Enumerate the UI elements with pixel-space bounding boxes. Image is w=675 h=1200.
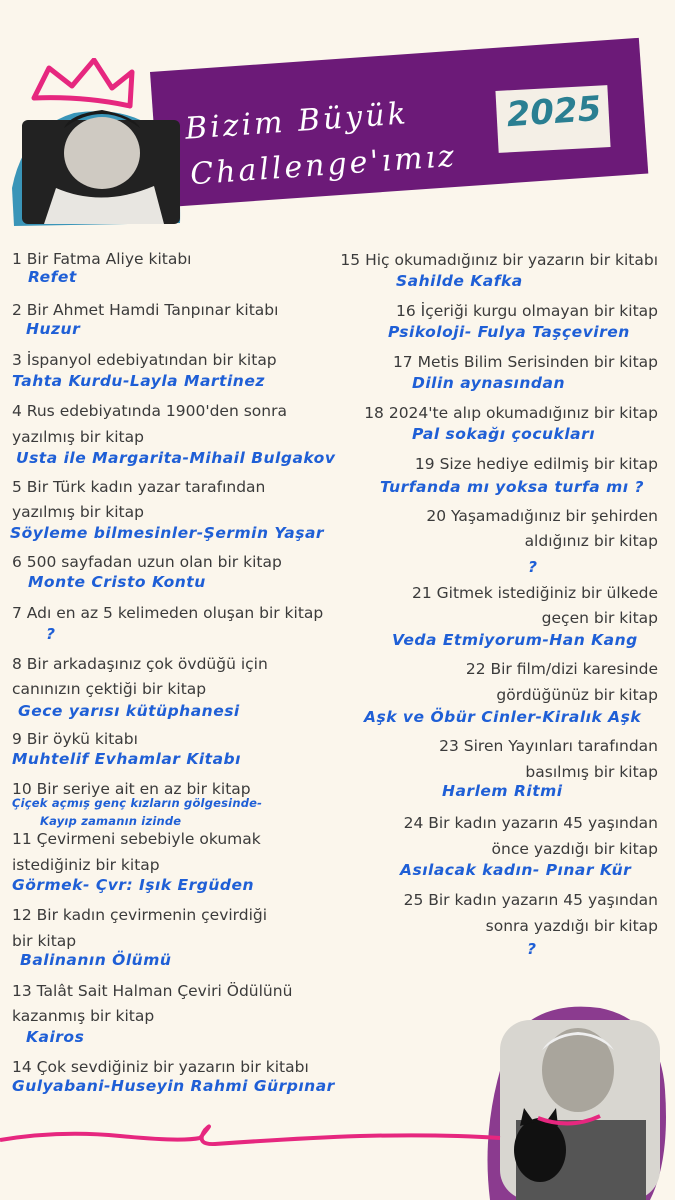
prompt-19: 19 Size hediye edilmiş bir kitap (414, 455, 658, 473)
prompt-20-line-2: aldığınız bir kitap (524, 532, 658, 550)
prompt-10: 10 Bir seriye ait en az bir kitap (12, 780, 251, 798)
answer-14: Gulyabani-Huseyin Rahmi Gürpınar (12, 1077, 335, 1095)
prompt-23-line-1: 23 Siren Yayınları tarafından (439, 737, 658, 755)
prompt-6: 6 500 sayfadan uzun olan bir kitap (12, 553, 282, 571)
answer-20: ? (528, 558, 538, 576)
prompt-22-line-2: gördüğünüz bir kitap (496, 686, 658, 704)
prompt-12-line-2: bir kitap (12, 932, 77, 950)
prompt-18: 18 2024'te alıp okumadığınız bir kitap (364, 404, 658, 422)
prompt-22-line-1: 22 Bir film/dizi karesinde (465, 660, 658, 678)
prompt-25-line-2: sonra yazdığı bir kitap (485, 917, 658, 935)
answer-25: ? (527, 940, 537, 958)
portrait-woman-with-crown (4, 58, 184, 228)
prompt-23-line-2: basılmış bir kitap (525, 763, 658, 781)
prompt-9: 9 Bir öykü kitabı (12, 730, 138, 748)
prompt-4-line-1: 4 Rus edebiyatında 1900'den sonra (12, 402, 287, 420)
prompt-21-line-2: geçen bir kitap (541, 609, 658, 627)
prompt-13-line-2: kazanmış bir kitap (12, 1007, 155, 1025)
prompt-25-line-1: 25 Bir kadın yazarın 45 yaşından (403, 891, 658, 909)
answer-1: Refet (28, 268, 77, 286)
prompt-5-line-1: 5 Bir Türk kadın yazar tarafından (12, 478, 266, 496)
answer-18: Pal sokağı çocukları (412, 425, 596, 443)
prompt-2: 2 Bir Ahmet Hamdi Tanpınar kitabı (12, 301, 279, 319)
prompt-21-line-1: 21 Gitmek istediğiniz bir ülkede (412, 584, 658, 602)
prompt-4-line-2: yazılmış bir kitap (12, 428, 144, 446)
answer-17: Dilin aynasından (412, 374, 565, 392)
answer-15: Sahilde Kafka (396, 272, 523, 290)
answer-11: Görmek- Çvr: Işık Ergüden (12, 876, 255, 894)
prompt-1: 1 Bir Fatma Aliye kitabı (12, 250, 192, 268)
answer-2: Huzur (26, 320, 81, 338)
answer-21: Veda Etmiyorum-Han Kang (392, 631, 638, 649)
prompt-8-line-1: 8 Bir arkadaşınız çok övdüğü için (12, 655, 268, 673)
answer-13: Kairos (26, 1028, 85, 1046)
answer-4: Usta ile Margarita-Mihail Bulgakov (16, 449, 336, 467)
prompt-3: 3 İspanyol edebiyatından bir kitap (12, 351, 277, 369)
prompt-8-line-2: canınızın çektiği bir kitap (12, 680, 207, 698)
prompt-15: 15 Hiç okumadığınız bir yazarın bir kitabı (340, 251, 658, 269)
prompt-5-line-2: yazılmış bir kitap (12, 503, 144, 521)
prompt-17: 17 Metis Bilim Serisinden bir kitap (392, 353, 658, 371)
answer-5: Söyleme bilmesinler-Şermin Yaşar (10, 524, 325, 542)
answer-9: Muhtelif Evhamlar Kitabı (12, 750, 241, 768)
pink-squiggle-line (0, 1100, 520, 1180)
answer-10-line-1: Çiçek açmış genç kızların gölgesinde- (12, 796, 263, 810)
answer-3: Tahta Kurdu-Layla Martinez (12, 372, 265, 390)
answer-8: Gece yarısı kütüphanesi (18, 702, 240, 720)
answer-10-line-2: Kayıp zamanın izinde (40, 814, 182, 828)
prompt-14: 14 Çok sevdiğiniz bir yazarın bir kitabı (12, 1058, 309, 1076)
title-line-1: Bizim Büyük (184, 96, 410, 147)
prompt-11-line-1: 11 Çevirmeni sebebiyle okumak (12, 830, 261, 848)
prompt-24-line-2: önce yazdığı bir kitap (491, 840, 658, 858)
prompt-24-line-1: 24 Bir kadın yazarın 45 yaşından (403, 814, 658, 832)
prompt-20-line-1: 20 Yaşamadığınız bir şehirden (426, 507, 658, 525)
year-label: 2025 (505, 88, 603, 136)
answer-24: Asılacak kadın- Pınar Kür (400, 861, 632, 879)
prompt-13-line-1: 13 Talât Sait Halman Çeviri Ödülünü (12, 982, 293, 1000)
prompt-12-line-1: 12 Bir kadın çevirmenin çevirdiği (12, 906, 268, 924)
answer-12: Balinanın Ölümü (20, 951, 172, 969)
prompt-7: 7 Adı en az 5 kelimeden oluşan bir kitap (12, 604, 324, 622)
answer-16: Psikoloji- Fulya Taşçeviren (388, 323, 630, 341)
answer-7: ? (46, 625, 56, 643)
answer-19: Turfanda mı yoksa turfa mı ? (380, 478, 644, 496)
answer-6: Monte Cristo Kontu (28, 573, 206, 591)
prompt-11-line-2: istediğiniz bir kitap (12, 856, 160, 874)
prompt-16: 16 İçeriği kurgu olmayan bir kitap (396, 302, 658, 320)
answer-23: Harlem Ritmi (442, 782, 563, 800)
answer-22: Aşk ve Öbür Cinler-Kiralık Aşk (364, 708, 642, 726)
title-line-2: Challenge'ımız (189, 138, 458, 193)
